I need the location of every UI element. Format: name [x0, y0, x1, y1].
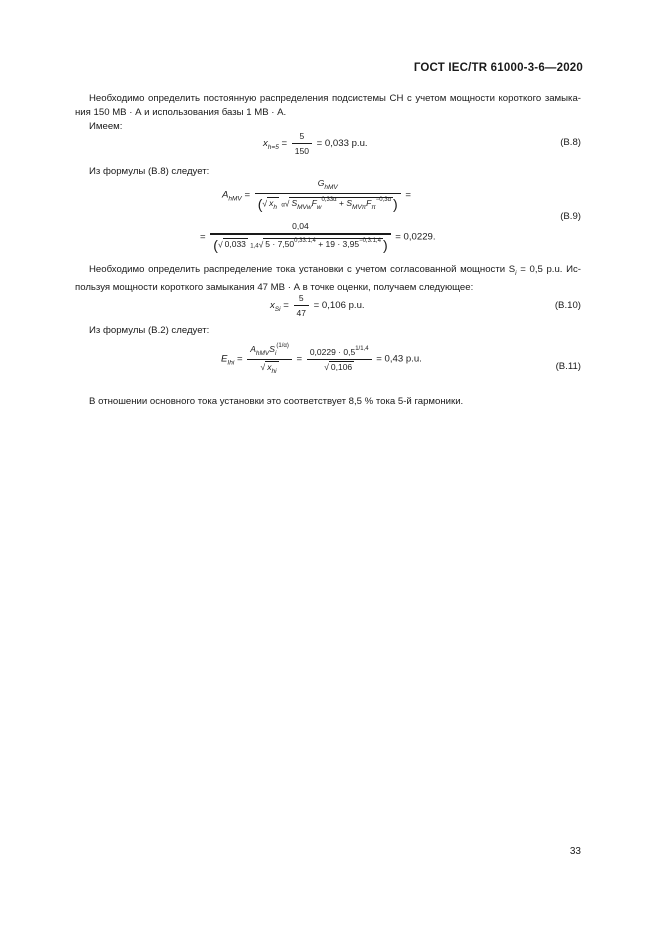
eq-b10-lhs-sub: Si	[274, 306, 281, 314]
eq-b11-den-x-sub: hi	[271, 368, 277, 375]
eq-b11-num-s-sub: i	[274, 350, 277, 357]
eq-b9-den-s2-sub: MVπ	[352, 204, 367, 212]
eq-b9-lhs: A	[222, 189, 229, 201]
paragraph-distribution	[75, 263, 581, 295]
eq-b9-den-s1: S	[291, 198, 298, 209]
eq-b11-mid-denominator: √ 0,106	[307, 359, 372, 372]
eq-b9-paren-open: (	[257, 196, 263, 212]
eq-b11-den-x: x	[267, 362, 272, 372]
page-number: 33	[569, 846, 581, 857]
eq-b9-den-x-sub: h	[273, 204, 277, 212]
equation-b11: $E_{Ihi}$ = $\frac{A_{hMV}S_i^{(1/\alpha)}}{√ x_{hi}}$ = $\frac{0,0229 \cdot 0,5^{1/1,4}}{√ 0,106}$ = 0,43 p.u.	[221, 343, 422, 375]
eq-b9-result: = 0,0229.	[395, 231, 436, 243]
paragraph-from-b8: Из формулы (В.8) следует:	[89, 166, 210, 177]
eq-b10-number: (В.10)	[554, 300, 581, 311]
eq-b9-line2-radicand	[263, 238, 383, 249]
eq-b11-mid-numerator	[307, 346, 372, 359]
eq-b10-lhs: x	[270, 300, 275, 312]
equation-b9-line1	[222, 178, 411, 212]
eq-b9-den-x: x	[269, 198, 274, 209]
equation-b9-line2: = 0,04 (√ 0,033 1,4√ $5 \cdot 7,50^{0,33.1,4} + 19 \cdot 3,95^{-0,3.1,4}$ ) = 0,0229.	[200, 221, 436, 253]
eq-b9-den-s2: S	[346, 198, 353, 209]
eq-b9-line2-root-index: 1,4	[250, 243, 259, 250]
eq-b9-den-f1-sub: w	[316, 204, 322, 212]
eq-b9-den-f2-sup: −0,3α	[375, 197, 392, 204]
paragraph-distribution-sub: i	[515, 270, 517, 277]
eq-b9-num-g-sub: hMV	[324, 184, 338, 191]
eq-b9-line2-c: + 19 · 3,95	[318, 239, 360, 250]
eq-b9-den-s1-sub: MVw	[297, 204, 312, 212]
eq-b8-lhs-sub: h=5	[267, 144, 279, 152]
eq-b11-num-s: S	[269, 344, 275, 354]
paragraph-conclusion: В отношении основного тока установки это соответствует 8,5 % тока 5-й гармоники.	[89, 396, 464, 407]
eq-b11-numerator	[247, 343, 292, 359]
paragraph-distribution-text: Необходимо определить распределение тока установки с учетом согласованной мощности S	[89, 264, 516, 275]
eq-b8-denominator: 150	[292, 143, 312, 156]
eq-b11-mid-exp-den: 1,4	[360, 346, 369, 352]
eq-b9-equals-2: =	[405, 189, 411, 201]
equation-b8: $x_{h=5}$ = $\frac{5}{150}$ = 0,033 p.u.	[263, 131, 368, 156]
eq-b9-lhs-sub: hMV	[228, 195, 242, 203]
paragraph-from-b2: Из формулы (В.2) следует:	[89, 325, 210, 336]
eq-b9-denominator: (√ $x_h$ α√ $S_{MVw}F_w^{0,33\alpha} + S_{MV\pi}F_\pi^{-0,3\alpha}$ )	[255, 193, 401, 212]
eq-b10-numerator: 5	[298, 293, 304, 303]
eq-b8-number: (В.8)	[560, 137, 581, 148]
eq-b8-numerator: 5	[299, 131, 305, 141]
eq-b9-num-g: G	[317, 178, 325, 188]
eq-b11-num-a: A	[250, 344, 256, 354]
eq-b11-result: = 0,43 p.u.	[376, 353, 422, 365]
eq-b9-line2-paren-open: (	[213, 237, 218, 253]
equation-b10: $x_{Si}$ = $\frac{5}{47}$ = 0,106 p.u.	[270, 293, 365, 318]
eq-b9-line2-a: 0,033	[224, 239, 246, 250]
eq-b11-mid-exp-num: 1	[355, 346, 359, 352]
eq-b11-num-a-sub: hMV	[255, 350, 270, 357]
paragraph-intro: Необходимо определить постоянную распределения подсистемы СН с учетом мощности короткого замыкания 150 МВ · А и использования базы 1 МВ · А.	[75, 93, 581, 118]
eq-b8-result: = 0,033 p.u.	[316, 138, 368, 150]
eq-b9-number: (В.9)	[560, 211, 581, 222]
eq-b11-mid-exp: 1/1,4	[355, 346, 369, 352]
eq-b9-paren-close: )	[393, 196, 398, 212]
document-header: ГОСТ IEC/TR 61000-3-6—2020	[413, 62, 583, 74]
eq-b11-fraction-1	[247, 343, 292, 375]
eq-b9-den-f1-sup: 0,33α	[321, 197, 337, 204]
eq-b8-fraction	[292, 131, 312, 156]
eq-b8-lhs: x	[263, 138, 268, 150]
eq-b10-denominator: 47	[294, 305, 309, 318]
eq-b9-den-f2: F	[366, 198, 372, 209]
eq-b11-num-exp-den: α	[283, 343, 287, 349]
eq-b9-line2-c-sup: −0,3.1,4	[359, 238, 381, 245]
eq-b10-fraction	[294, 293, 309, 318]
paragraph-distribution-rest: = 0,5 p.u. Используя мощности короткого замыкания 47 МВ · А в точке оценки, получаем следующее:	[75, 264, 581, 293]
eq-b9-fraction-2	[210, 221, 390, 253]
eq-b11-mid-num: 0,0229 · 0,5	[309, 347, 356, 357]
eq-b9-den-f1: F	[311, 198, 317, 209]
eq-b11-lhs: E	[221, 353, 228, 365]
eq-b11-mid-den: 0,106	[330, 362, 353, 372]
eq-b11-number: (В.11)	[555, 361, 581, 372]
eq-b11-num-exp-num: 1	[278, 343, 282, 349]
eq-b9-den-plus: +	[339, 198, 344, 209]
paragraph-given: Имеем:	[89, 121, 123, 132]
eq-b11-fraction-2	[307, 346, 372, 372]
eq-b9-line2-b-sup: 0,33.1,4	[294, 238, 316, 245]
eq-b9-line2-b: 5 · 7,50	[265, 239, 295, 250]
eq-b9-fraction-1	[255, 178, 401, 212]
eq-b9-line2-denominator: (√ 0,033 1,4√ $5 \cdot 7,50^{0,33.1,4} + 19 \cdot 3,95^{-0,3.1,4}$ )	[210, 233, 390, 253]
eq-b10-result: = 0,106 p.u.	[313, 300, 365, 312]
eq-b11-num-exp: (1/α)	[276, 343, 289, 349]
eq-b9-numerator	[255, 178, 401, 193]
eq-b9-line2-paren-close: )	[382, 237, 388, 253]
eq-b11-lhs-sub: Ihi	[227, 359, 235, 367]
eq-b9-line2-numerator: 0,04	[292, 221, 309, 231]
eq-b9-den-f2-sub: π	[371, 204, 376, 212]
eq-b11-denominator: √ $x_{hi}$	[247, 359, 292, 375]
eq-b9-equals-1: =	[244, 189, 251, 201]
